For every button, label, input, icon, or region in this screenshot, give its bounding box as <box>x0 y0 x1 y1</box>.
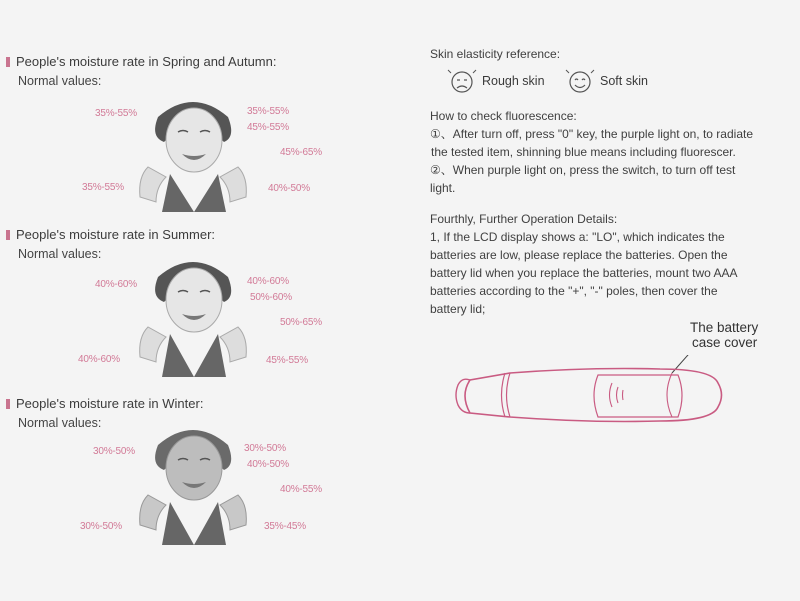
pct-chin-left: 40%-60% <box>78 354 120 365</box>
device-band-outline <box>502 373 511 417</box>
pct-neck-right: 35%-45% <box>264 521 306 532</box>
fluorescence-block <box>430 107 753 197</box>
bullet-marker <box>6 230 10 240</box>
soft-skin-legend <box>562 67 648 95</box>
normal-values-label: Normal values: <box>18 74 102 88</box>
bullet-marker <box>6 399 10 409</box>
face-illustration-summer <box>128 252 258 362</box>
pct-eye-right: 50%-60% <box>250 292 292 303</box>
fluorescence-step1-line1: ①、After turn off, press "0" key, the purple light on, to radiate <box>430 127 753 141</box>
device-back-band <box>667 373 672 417</box>
pct-forehead-left: 40%-60% <box>95 279 137 290</box>
soft-skin-label: Soft skin <box>600 74 648 88</box>
operation-title: Fourthly, Further Operation Details: <box>430 212 618 226</box>
pct-forehead-left: 35%-55% <box>95 108 137 119</box>
operation-block <box>430 210 738 318</box>
operation-line-4: batteries according to the "+", "-" poles, then cover the <box>430 284 718 298</box>
operation-line-3: battery lid when you replace the batteries, mount two AAA <box>430 266 738 280</box>
pct-neck-right: 45%-55% <box>266 355 308 366</box>
pct-chin-left: 30%-50% <box>80 521 122 532</box>
sad-face-icon <box>444 67 480 95</box>
callout-line-2: case cover <box>692 335 758 350</box>
pct-eye-right: 45%-55% <box>247 122 289 133</box>
device-drawing <box>450 355 740 435</box>
pct-cheek-right: 40%-55% <box>280 484 322 495</box>
fluorescence-step2-line1: ②、When purple light on, press the switch, to turn off test <box>430 163 736 177</box>
face-illustration-winter <box>128 420 258 530</box>
fluorescence-step1-line2: the tested item, shinning blue means including fluorescer. <box>431 145 736 159</box>
callout-line-1: The battery <box>690 320 759 335</box>
section-summer-title: People's moisture rate in Summer: <box>6 227 215 242</box>
pct-forehead-left: 30%-50% <box>93 446 135 457</box>
operation-line-5: battery lid; <box>430 302 486 316</box>
fluorescence-step2-line2: light. <box>430 181 456 195</box>
face-illustration-spring <box>128 92 258 202</box>
pct-eye-right: 40%-50% <box>247 459 289 470</box>
bullet-marker <box>6 57 10 67</box>
operation-line-2: batteries are low, please replace the batteries. Open the <box>430 248 728 262</box>
skin-elasticity-title: Skin elasticity reference: <box>430 47 561 61</box>
smile-face-icon <box>562 67 598 95</box>
rough-skin-label: Rough skin <box>482 74 545 88</box>
operation-line-1: 1, If the LCD display shows a: "LO", which indicates the <box>430 230 725 244</box>
pct-chin-left: 35%-55% <box>82 182 124 193</box>
normal-values-label: Normal values: <box>18 247 102 261</box>
pct-cheek-right: 50%-65% <box>280 317 322 328</box>
pct-forehead-right: 30%-50% <box>244 443 286 454</box>
grip-ridges-icon <box>610 383 624 407</box>
normal-values-label: Normal values: <box>18 416 102 430</box>
fluorescence-title: How to check fluorescence: <box>430 109 577 123</box>
rough-skin-legend <box>444 67 545 95</box>
pct-neck-right: 40%-50% <box>268 183 310 194</box>
battery-callout <box>690 320 758 350</box>
pct-cheek-right: 45%-65% <box>280 147 322 158</box>
section-winter-title: People's moisture rate in Winter: <box>6 396 203 411</box>
pct-forehead-right: 35%-55% <box>247 106 289 117</box>
pct-forehead-right: 40%-60% <box>247 276 289 287</box>
section-spring-title: People's moisture rate in Spring and Autumn: <box>6 54 276 69</box>
